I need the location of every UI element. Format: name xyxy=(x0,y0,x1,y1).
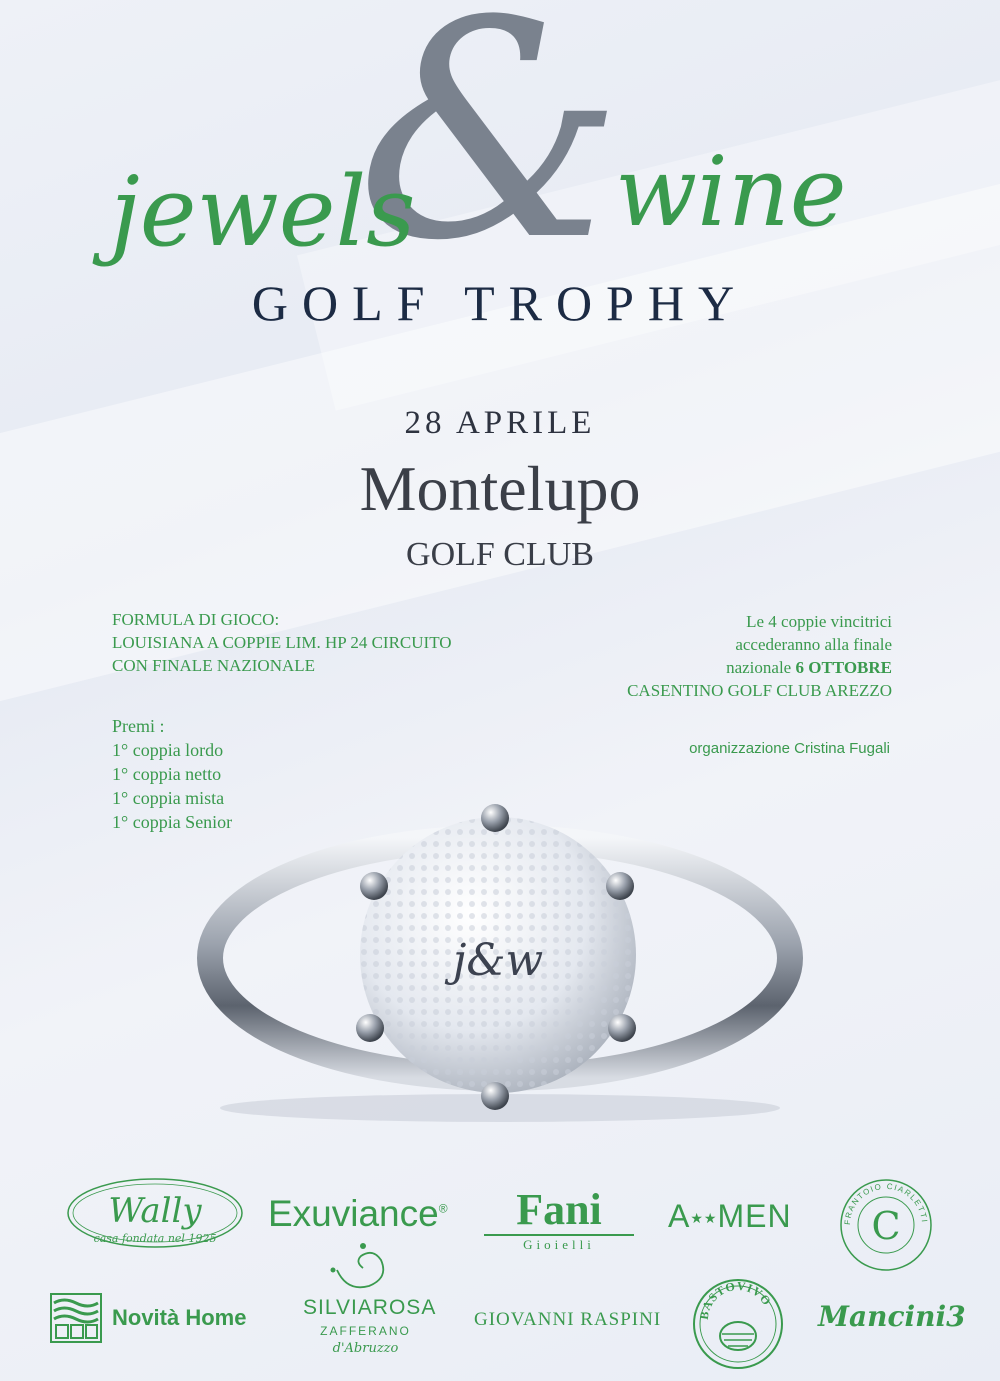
wally-name: Wally xyxy=(108,1191,202,1231)
ball-monogram: j&w xyxy=(452,935,544,986)
ring-prong xyxy=(356,1014,384,1042)
event-date: 28 APRILE xyxy=(404,405,596,441)
sponsor-mancini3-logo: Mancini3 xyxy=(818,1300,966,1333)
finale-date: 6 OTTOBRE xyxy=(795,658,892,677)
prize-item: 1° coppia Senior xyxy=(112,812,233,832)
ring-golfball-illustration xyxy=(190,790,810,1130)
prize-item: 1° coppia mista xyxy=(112,788,225,808)
sponsor-fani-logo xyxy=(484,1185,634,1254)
ring-prong xyxy=(606,872,634,900)
novita-home-name: Novità Home xyxy=(112,1305,247,1330)
finale-line: Le 4 coppie vincitrici xyxy=(746,612,892,631)
amen-stars-icon: ★★ xyxy=(690,1210,718,1227)
silviarosa-swirl-icon xyxy=(303,1240,428,1296)
silviarosa-zafferano: ZAFFERANO xyxy=(320,1324,411,1338)
formula-line: CON FINALE NAZIONALE xyxy=(112,656,316,675)
finale-line: CASENTINO GOLF CLUB AREZZO xyxy=(627,681,892,700)
event-club: GOLF CLUB xyxy=(406,536,594,573)
ring-prong xyxy=(481,804,509,832)
prize-item: 1° coppia lordo xyxy=(112,740,224,760)
sponsor-ciarletti-logo xyxy=(838,1177,934,1273)
bastovivo-name: BASTOVIVO xyxy=(696,1278,775,1321)
ring-prong xyxy=(360,872,388,900)
exuviance-trademark: ® xyxy=(438,1201,448,1216)
fani-rule xyxy=(484,1234,634,1236)
title-golf-trophy: GOLF TROPHY xyxy=(251,275,749,331)
sponsor-silviarosa-logo xyxy=(303,1240,437,1365)
prizes-heading: Premi : xyxy=(112,716,165,736)
organization-credit: organizzazione Cristina Fugali xyxy=(689,740,890,757)
fani-name: Fani xyxy=(516,1185,602,1234)
formula-block xyxy=(112,608,452,677)
sponsor-novita-home-logo xyxy=(50,1293,265,1348)
title-wine: wine xyxy=(615,136,847,248)
prize-item: 1° coppia netto xyxy=(112,764,222,784)
formula-line: LOUISIANA A COPPIE LIM. HP 24 CIRCUITO xyxy=(112,633,452,652)
finale-line xyxy=(627,656,892,679)
wally-tagline: casa fondata nel 1925 xyxy=(93,1232,217,1245)
finale-line: accederanno alla finale xyxy=(735,635,892,654)
title-ampersand: & xyxy=(356,0,624,306)
silviarosa-abruzzo: d'Abruzzo xyxy=(332,1341,399,1356)
sponsor-amen-logo xyxy=(668,1198,792,1235)
title-lettering xyxy=(0,0,1000,400)
finale-prefix: nazionale xyxy=(726,658,796,677)
title-jewels: jewels xyxy=(110,156,416,268)
fani-subtitle: Gioielli xyxy=(523,1237,595,1252)
event-venue: Montelupo xyxy=(359,453,641,524)
amen-men: MEN xyxy=(717,1198,792,1234)
ciarletti-ring-text: FRANTOIO CIARLETTI xyxy=(842,1181,929,1226)
ring-prong xyxy=(481,1082,509,1110)
sponsor-exuviance-logo xyxy=(268,1193,448,1235)
finale-block xyxy=(627,610,892,702)
amen-a: A xyxy=(668,1198,691,1234)
ring-prong xyxy=(608,1014,636,1042)
sponsor-bastovivo-logo xyxy=(692,1278,784,1370)
sponsor-giovanni-raspini-logo: GIOVANNI RASPINI xyxy=(474,1309,662,1330)
exuviance-name: Exuviance xyxy=(268,1193,439,1234)
sponsor-wally-logo xyxy=(65,1176,245,1254)
formula-line: FORMULA DI GIOCO: xyxy=(112,610,280,629)
ciarletti-letter: C xyxy=(871,1204,901,1248)
silviarosa-name: SILVIAROSA xyxy=(303,1296,437,1319)
novita-home-icon xyxy=(50,1293,102,1343)
